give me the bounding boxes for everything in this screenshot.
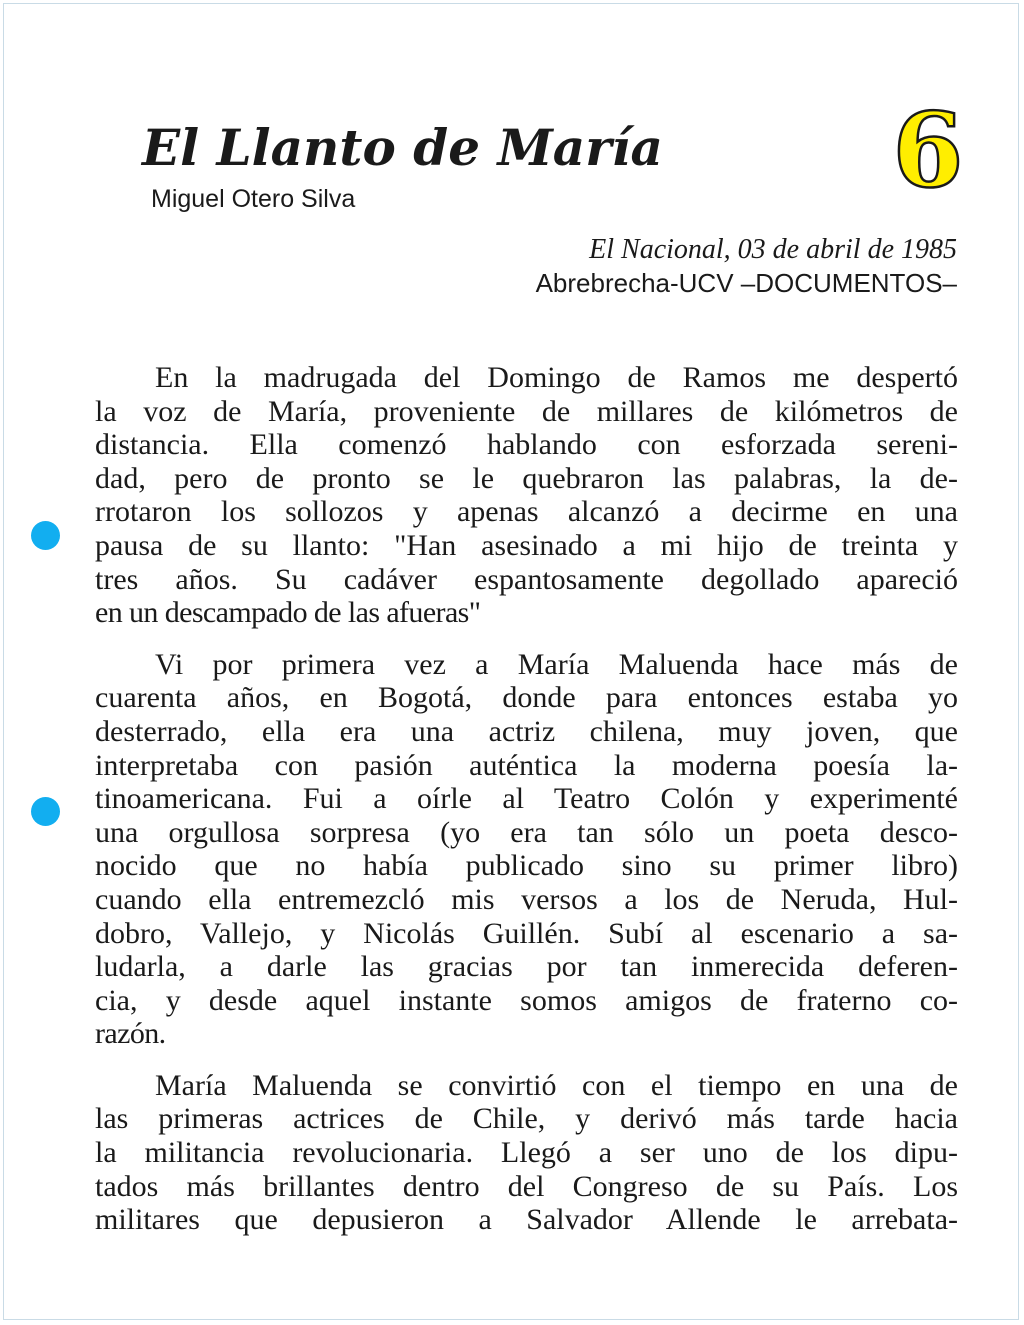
text-line: Vi por primera vez a María Maluenda hace más de [155,647,958,681]
text-line: ludarla, a darle las gracias por tan inmerecida deferen- [95,950,958,984]
text-line: cuando ella entremezcló mis versos a los de Neruda, Hul- [95,882,958,916]
text-line: cuarenta años, en Bogotá, donde para entonces estaba yo [95,681,958,715]
text-line: desterrado, ella era una actriz chilena, muy joven, que [95,714,958,748]
text-line: militares que depusieron a Salvador Allende le arrebata- [95,1203,958,1237]
text-line: María Maluenda se convirtió con el tiempo en una de [155,1068,958,1102]
page-number: 6 [892,96,964,206]
paragraph-3 [95,1069,958,1237]
publication-source: El Nacional, 03 de abril de 1985 [589,234,957,265]
text-line: interpretaba con pasión auténtica la moderna poesía la- [95,748,958,782]
text-line: nocido que no había publicado sino su primer libro) [95,849,958,883]
article-body [95,361,958,1255]
paragraph-2 [95,648,958,1051]
text-line: dad, pero de pronto se le quebraron las palabras, la de- [95,461,958,495]
text-line: tados más brillantes dentro del Congreso de su País. Los [95,1169,958,1203]
text-line: en un descampado de las afueras" [95,596,481,630]
text-line: las primeras actrices de Chile, y derivó más tarde hacia [95,1102,958,1136]
blue-dot-marker [31,521,60,550]
text-line: distancia. Ella comenzó hablando con esforzada sereni- [95,428,958,462]
text-line: razón. [95,1017,166,1051]
author-name: Miguel Otero Silva [151,185,356,213]
document-title: El Llanto de María [142,118,663,177]
text-line: pausa de su llanto: "Han asesinado a mi hijo de treinta y [95,528,958,562]
text-line: tres años. Su cadáver espantosamente degollado apareció [95,562,958,596]
text-line: En la madrugada del Domingo de Ramos me despertó [155,361,958,394]
paragraph-1 [95,361,958,630]
text-line: rrotaron los sollozos y apenas alcanzó a decirme en una [95,495,958,529]
text-line: una orgullosa sorpresa (yo era tan sólo un poeta desco- [95,815,958,849]
text-line: cia, y desde aquel instante somos amigos de fraterno co- [95,983,958,1017]
collection-label: Abrebrecha-UCV –DOCUMENTOS– [535,268,957,298]
text-line: la voz de María, proveniente de millares de kilómetros de [95,394,958,428]
text-line: la militancia revolucionaria. Llegó a ser uno de los dipu- [95,1136,958,1170]
blue-dot-marker [31,797,60,826]
page-number-badge [888,96,968,206]
text-line: tinoamericana. Fui a oírle al Teatro Colón y experimenté [95,782,958,816]
text-line: dobro, Vallejo, y Nicolás Guillén. Subí al escenario a sa- [95,916,958,950]
